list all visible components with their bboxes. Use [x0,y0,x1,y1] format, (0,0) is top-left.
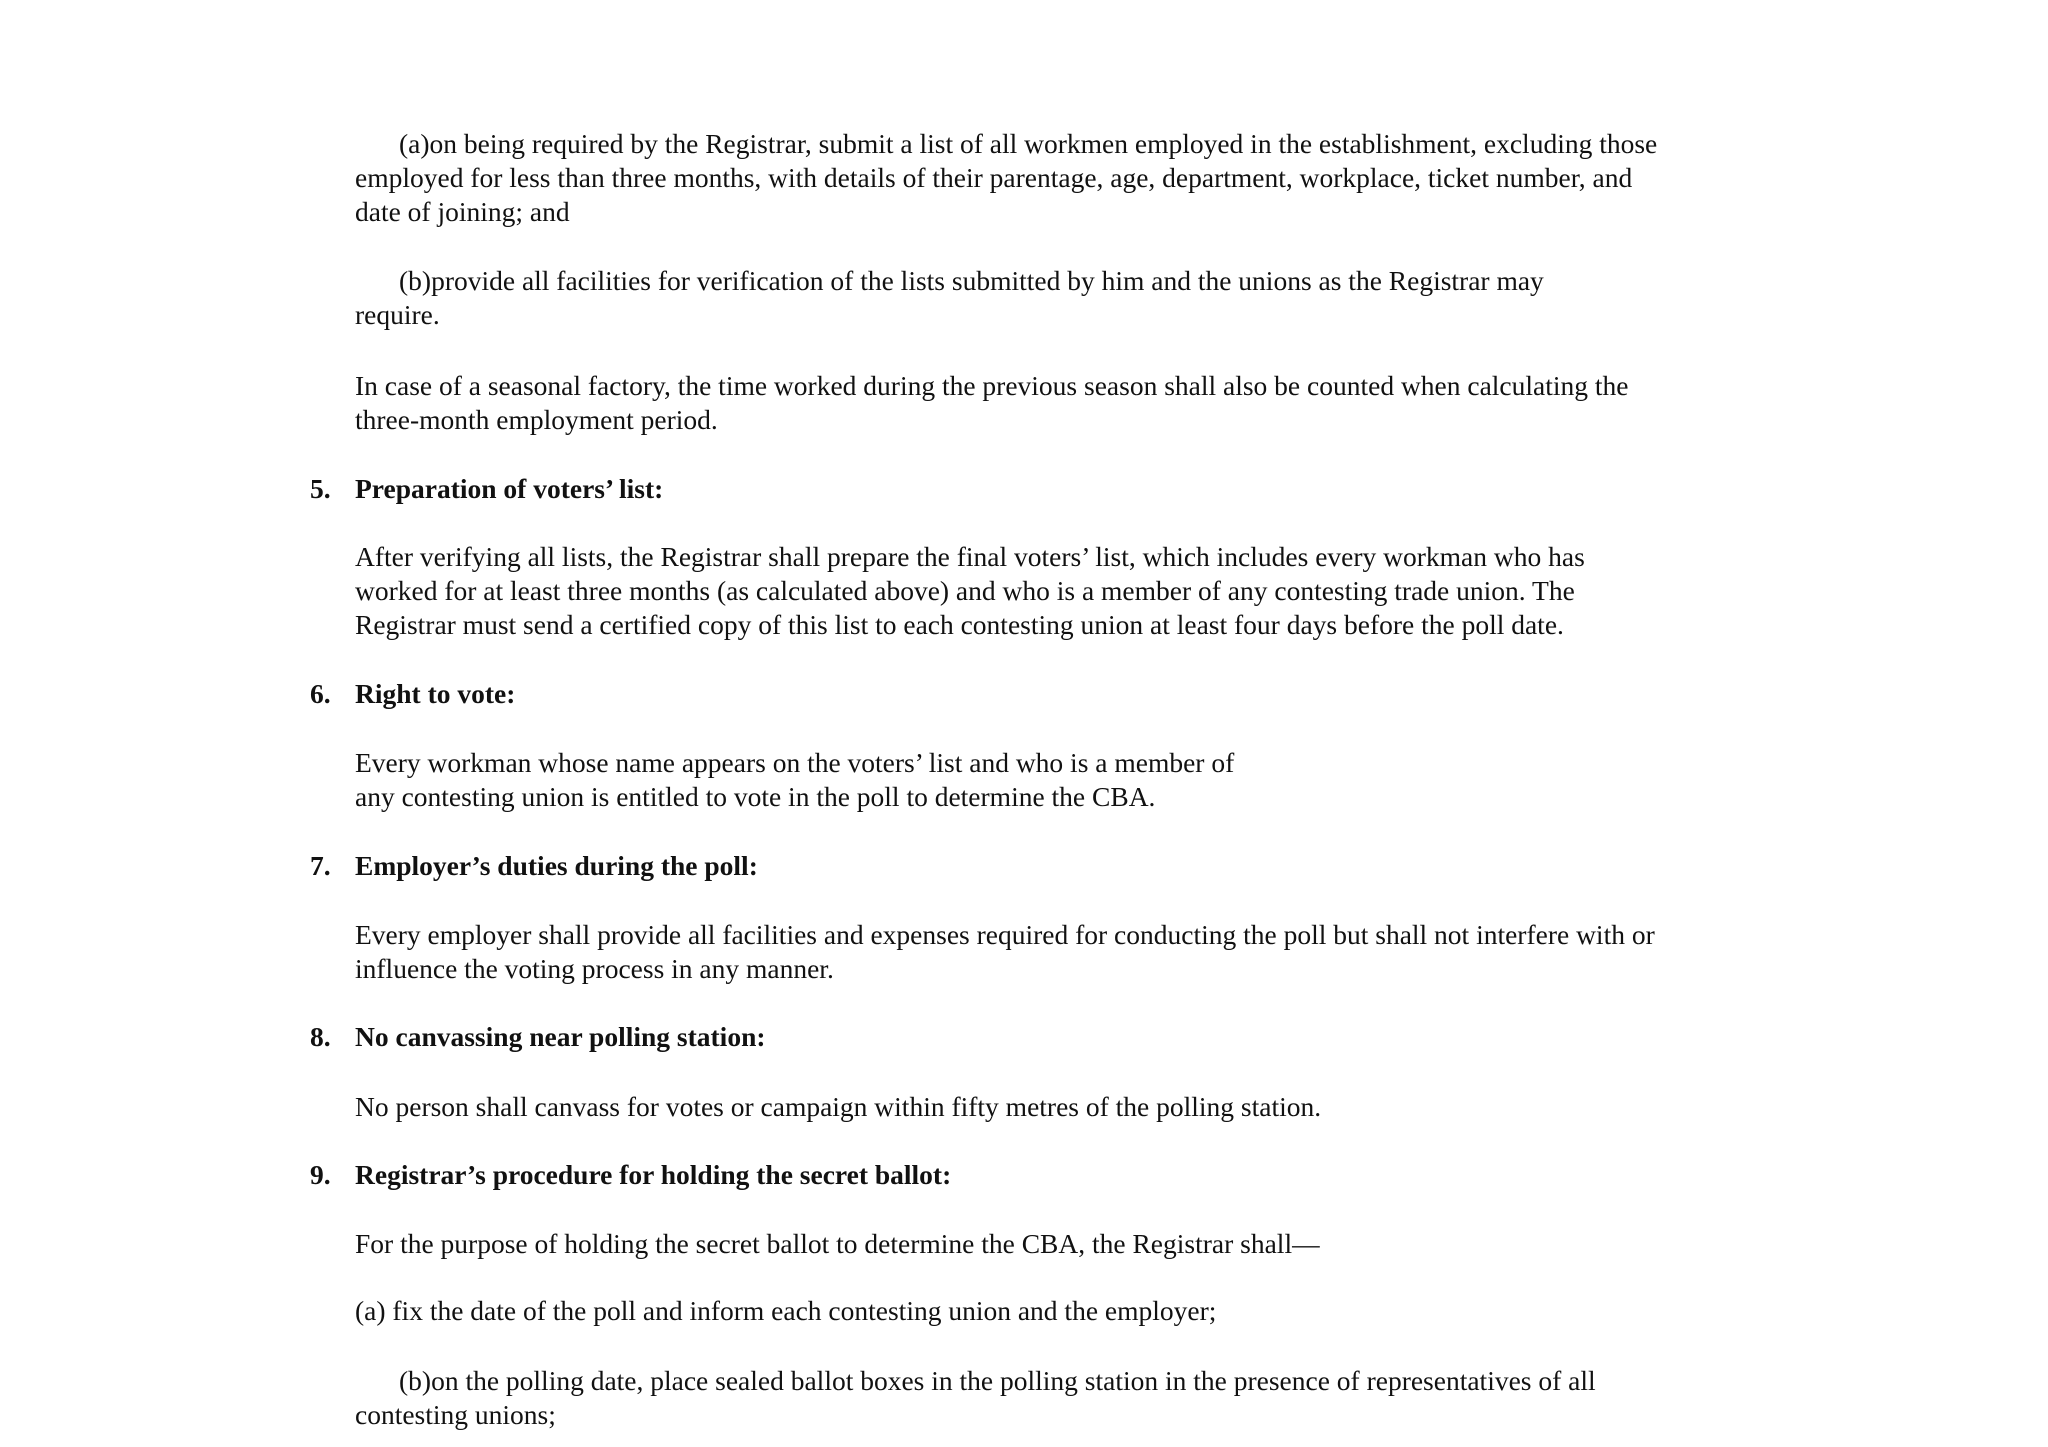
section-title: Preparation of voters’ list: [355,473,664,504]
text-line: worked for at least three months (as calculated above) and who is a member of any contesting trade union. The [355,575,1575,606]
section-title: Right to vote: [355,678,516,709]
text-line: Registrar must send a certified copy of this list to each contesting union at least four days before the poll date. [355,609,1564,640]
section-6-heading [310,677,515,711]
text-line: Every employer shall provide all facilities and expenses required for conducting the poll but shall not interfere with or [355,919,1655,950]
section-number: 5. [310,473,331,504]
section-number: 8. [310,1021,331,1052]
text-line: require. [355,299,440,330]
clause-b-paragraph [355,264,1795,332]
section-6-body [355,746,1795,814]
sub-item-a [355,1294,1795,1328]
section-number: 7. [310,850,331,881]
section-9-heading [310,1158,951,1192]
seasonal-note-paragraph [355,369,1795,437]
text-line: After verifying all lists, the Registrar shall prepare the final voters’ list, which includes every workman who has [355,541,1585,572]
text-line: In case of a seasonal factory, the time worked during the previous season shall also be counted when calculating the [355,370,1629,401]
section-8-body [355,1090,1795,1124]
text-line: (a)on being required by the Registrar, submit a list of all workmen employed in the establishment, excluding those [399,128,1658,159]
section-number: 9. [310,1159,331,1190]
text-line: employed for less than three months, with details of their parentage, age, department, workplace, ticket number, and [355,162,1633,193]
clause-a-paragraph [355,127,1795,229]
sub-item-b [355,1364,1795,1432]
text-line: date of joining; and [355,196,570,227]
text-line: Every workman whose name appears on the voters’ list and who is a member of [355,747,1235,778]
section-9-body [355,1227,1795,1261]
section-title: Registrar’s procedure for holding the secret ballot: [355,1159,952,1190]
text-line: three-month employment period. [355,404,718,435]
text-line: influence the voting process in any manner. [355,953,834,984]
section-5-heading [310,472,663,506]
section-title: No canvassing near polling station: [355,1021,766,1052]
section-8-heading [310,1020,766,1054]
section-7-body [355,918,1795,986]
text-line: contesting unions; [355,1399,556,1430]
text-line: any contesting union is entitled to vote in the poll to determine the CBA. [355,781,1156,812]
section-5-body [355,540,1795,642]
text-line: (a) fix the date of the poll and inform each contesting union and the employer; [355,1295,1217,1326]
section-title: Employer’s duties during the poll: [355,850,758,881]
section-number: 6. [310,678,331,709]
text-line: (b)on the polling date, place sealed ballot boxes in the polling station in the presence of representatives of all [399,1365,1596,1396]
section-7-heading [310,849,758,883]
text-line: No person shall canvass for votes or campaign within fifty metres of the polling station. [355,1091,1322,1122]
text-line: (b)provide all facilities for verification of the lists submitted by him and the unions as the Registrar may [399,265,1544,296]
text-line: For the purpose of holding the secret ballot to determine the CBA, the Registrar shall— [355,1228,1320,1259]
